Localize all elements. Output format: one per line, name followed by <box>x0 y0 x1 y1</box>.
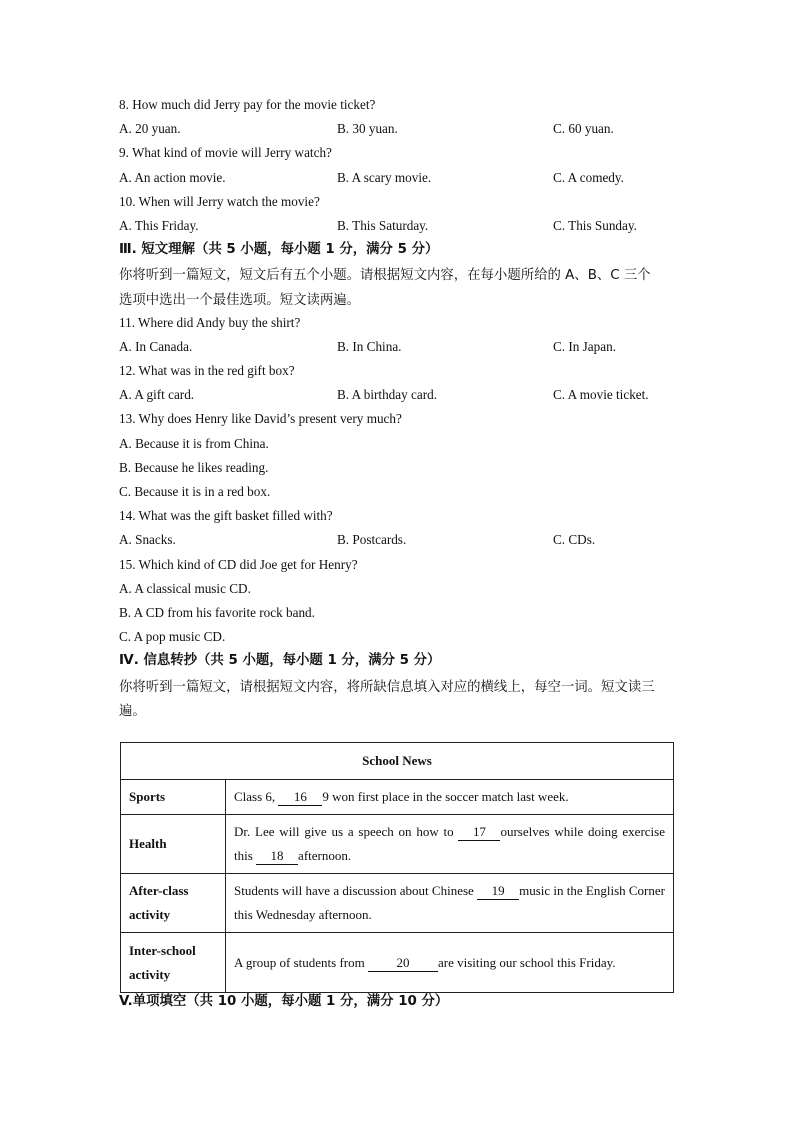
table-title: School News <box>121 743 674 780</box>
label-line: After-class <box>129 883 189 898</box>
option-c: C. A movie ticket. <box>553 387 649 403</box>
question-9-options <box>119 166 675 190</box>
option-b: B. This Saturday. <box>337 217 429 233</box>
category-health: Health <box>121 815 226 874</box>
text: Students will have a discussion about Chinese <box>234 883 478 898</box>
option-c: C. In Japan. <box>553 338 616 354</box>
blank-19: 19 <box>477 883 519 900</box>
option-a: A. A classical music CD. <box>119 580 251 596</box>
text: Class 6, <box>234 789 279 804</box>
option-a: A. 20 yuan. <box>119 121 181 137</box>
blank-16: 16 <box>278 789 322 806</box>
description-after-class <box>226 874 674 933</box>
blank-20: 20 <box>368 955 438 972</box>
school-news-table <box>120 742 674 993</box>
table-row-inter-school <box>121 933 674 993</box>
label-line: activity <box>129 907 171 922</box>
section-4-instruction-line-2: 遍。 <box>119 703 146 719</box>
option-c: C. 60 yuan. <box>553 121 614 137</box>
question-8-options <box>119 117 675 141</box>
question-14-options <box>119 528 675 552</box>
section-4-instruction-line-1: 你将听到一篇短文，请根据短文内容，将所缺信息填入对应的横线上，每空一词。短文读三 <box>119 679 655 695</box>
option-c: C. CDs. <box>553 532 596 548</box>
text: Dr. Lee will give us a speech on how to <box>234 824 459 839</box>
text: afternoon. <box>298 848 352 863</box>
text: ourselves while doing exercise this <box>234 824 665 863</box>
option-b: B. A birthday card. <box>337 387 437 403</box>
question-13: 13. Why does Henry like David’s present very much? <box>119 411 402 427</box>
section-5-heading: V.单项填空（共 10 小题，每小题 1 分，满分 10 分） <box>119 994 449 1009</box>
option-c: C. A pop music CD. <box>119 629 226 645</box>
option-b: B. Postcards. <box>337 532 407 548</box>
table-row-sports <box>121 780 674 815</box>
blank-18: 18 <box>256 848 298 865</box>
blank-17: 17 <box>458 824 500 841</box>
category-inter-school <box>121 933 226 993</box>
option-b: B. A CD from his favorite rock band. <box>119 604 315 620</box>
option-c: C. Because it is in a red box. <box>119 484 271 499</box>
table-title-row <box>121 743 674 780</box>
question-12: 12. What was in the red gift box? <box>119 363 295 379</box>
option-a: A. Snacks. <box>119 532 176 548</box>
question-12-options <box>119 383 675 407</box>
text: 9 won first place in the soccer match last week. <box>322 789 569 804</box>
section-3-heading: Ⅲ. 短文理解（共 5 小题，每小题 1 分，满分 5 分） <box>119 242 439 258</box>
question-8: 8. How much did Jerry pay for the movie ticket? <box>119 97 376 112</box>
text: music in the English Corner this Wednesday afternoon. <box>234 883 665 922</box>
table-row-health <box>121 815 674 874</box>
question-9: 9. What kind of movie will Jerry watch? <box>119 145 332 161</box>
description-sports <box>226 780 674 815</box>
question-11-options <box>119 335 675 359</box>
section-3-instruction-line-1: 你将听到一篇短文，短文后有五个小题。请根据短文内容，在每小题所给的 A、B、C 三个 <box>119 268 651 284</box>
question-10: 10. When will Jerry watch the movie? <box>119 193 320 209</box>
option-a: A. In Canada. <box>119 338 193 354</box>
label-line: activity <box>129 966 171 982</box>
option-b: B. Because he likes reading. <box>119 459 269 475</box>
category-sports: Sports <box>121 780 226 815</box>
option-a: A. Because it is from China. <box>119 435 269 451</box>
option-b: B. A scary movie. <box>337 169 432 185</box>
option-a: A. This Friday. <box>119 217 199 233</box>
option-a: A. An action movie. <box>119 169 226 185</box>
section-3-instruction-line-2: 选项中选出一个最佳选项。短文读两遍。 <box>119 292 361 308</box>
exam-content <box>119 93 675 722</box>
text: are visiting our school this Friday. <box>437 954 616 970</box>
option-c: C. This Sunday. <box>553 217 637 233</box>
question-11: 11. Where did Andy buy the shirt? <box>119 314 301 330</box>
option-c: C. A comedy. <box>553 169 624 185</box>
option-b: B. In China. <box>337 338 402 354</box>
category-after-class <box>121 874 226 933</box>
label-line: Inter-school <box>129 942 196 958</box>
description-health <box>226 815 674 874</box>
table-row-after-class <box>121 874 674 933</box>
question-14: 14. What was the gift basket filled with? <box>119 508 333 524</box>
section-4-heading: Ⅳ. 信息转抄（共 5 小题，每小题 1 分，满分 5 分） <box>119 653 441 669</box>
question-15: 15. Which kind of CD did Joe get for Henry? <box>119 556 358 572</box>
option-a: A. A gift card. <box>119 387 195 403</box>
description-inter-school <box>226 933 674 993</box>
text: A group of students from <box>234 954 368 970</box>
option-b: B. 30 yuan. <box>337 121 398 137</box>
question-10-options <box>119 214 675 238</box>
